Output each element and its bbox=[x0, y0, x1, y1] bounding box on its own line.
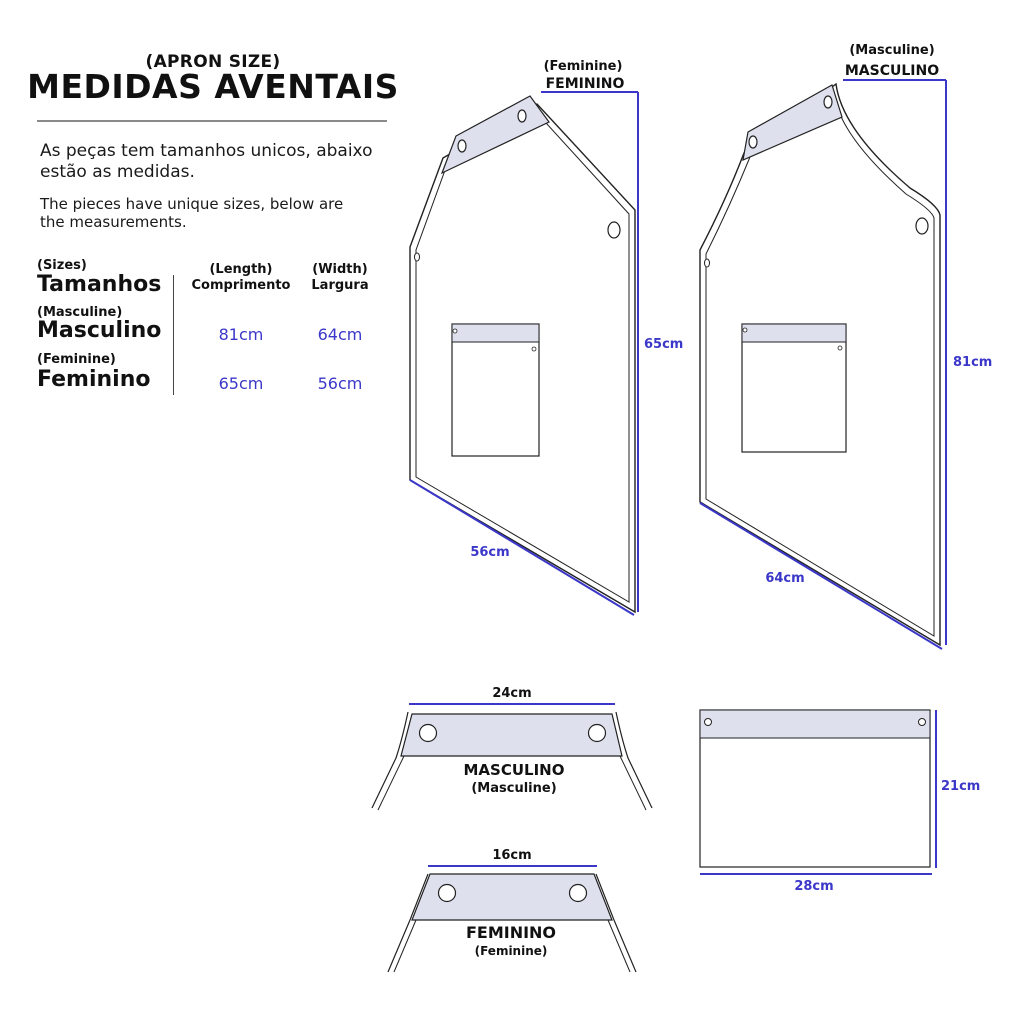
feminine-pocket bbox=[452, 324, 539, 456]
masculine-strap-detail bbox=[372, 686, 652, 810]
pocket-detail-band bbox=[700, 710, 930, 738]
row-feminine-width: 56cm bbox=[317, 374, 363, 393]
masculine-detail-eyelet-left bbox=[420, 725, 437, 742]
width-header-portuguese: Largura bbox=[311, 278, 369, 293]
feminine-apron-label: FEMININO bbox=[545, 76, 625, 92]
length-header-portuguese: Comprimento bbox=[191, 278, 291, 293]
length-header-english: (Length) bbox=[209, 262, 273, 277]
row-feminine-label-english: (Feminine) bbox=[37, 352, 116, 367]
feminine-strap-detail-left-edge bbox=[388, 874, 428, 972]
feminine-pocket-band bbox=[452, 324, 539, 342]
masculine-side-eyelet-right bbox=[916, 218, 928, 234]
masculine-pocket-eyelet-left bbox=[743, 328, 747, 332]
masculine-strap-label-english: (Masculine) bbox=[471, 781, 557, 796]
feminine-strap-detail-left-inner bbox=[394, 920, 416, 972]
feminine-detail-eyelet-left bbox=[439, 885, 456, 902]
feminine-detail-eyelet-right bbox=[570, 885, 587, 902]
feminine-pocket-eyelet-left bbox=[453, 329, 457, 333]
feminine-strap-width-label: 16cm bbox=[492, 848, 532, 863]
masculine-apron-label: MASCULINO bbox=[844, 63, 940, 79]
masculine-strap-width-label: 24cm bbox=[492, 686, 532, 701]
row-feminine-label: Feminino bbox=[37, 367, 151, 392]
pocket-height-label: 21cm bbox=[941, 779, 981, 794]
feminine-width-label: 56cm bbox=[470, 545, 510, 560]
masculine-apron-label-english: (Masculine) bbox=[849, 43, 935, 58]
pocket-detail-eyelet-left bbox=[705, 719, 712, 726]
feminine-strap-detail-right-edge bbox=[596, 874, 636, 972]
pocket-detail-eyelet-right bbox=[919, 719, 926, 726]
feminine-side-eyelet-left bbox=[415, 253, 420, 261]
masculine-pocket bbox=[742, 324, 846, 452]
sizes-label-english: (Sizes) bbox=[37, 258, 87, 273]
feminine-strap-label: FEMININO bbox=[465, 923, 557, 942]
page-title: MEDIDAS AVENTAIS bbox=[27, 67, 399, 106]
header-subtitle: (APRON SIZE) bbox=[145, 52, 281, 72]
masculine-height-label: 81cm bbox=[953, 355, 993, 370]
feminine-strap-label-english: (Feminine) bbox=[474, 944, 548, 958]
feminine-strap-detail bbox=[388, 848, 636, 972]
masculine-strap-eyelet-right bbox=[824, 96, 832, 108]
masculine-apron-drawing bbox=[700, 43, 992, 649]
row-masculine-label-english: (Masculine) bbox=[37, 305, 123, 320]
feminine-strap-eyelet-left bbox=[458, 140, 466, 152]
feminine-pocket-eyelet-right bbox=[532, 347, 536, 351]
masculine-strap-detail-left-inner bbox=[378, 756, 404, 810]
row-masculine-label: Masculino bbox=[37, 318, 162, 343]
row-masculine-width: 64cm bbox=[317, 325, 363, 344]
row-masculine-length: 81cm bbox=[218, 325, 264, 344]
intro-text-portuguese: As peças tem tamanhos unicos, abaixo estão as medidas. bbox=[40, 141, 373, 182]
pocket-width-label: 28cm bbox=[794, 879, 834, 894]
feminine-apron-drawing bbox=[410, 59, 683, 615]
sizes-label: Tamanhos bbox=[37, 272, 162, 297]
intro-text-english: The pieces have unique sizes, below are the measurements. bbox=[40, 195, 344, 231]
masculine-strap-detail-right-inner bbox=[620, 756, 646, 810]
masculine-width-label: 64cm bbox=[765, 571, 805, 586]
masculine-side-eyelet-left bbox=[705, 259, 710, 267]
feminine-strap-detail-right-inner bbox=[608, 920, 630, 972]
masculine-strap-eyelet-left bbox=[749, 136, 757, 148]
masculine-strap-label: MASCULINO bbox=[463, 761, 565, 779]
feminine-apron-label-english: (Feminine) bbox=[543, 59, 623, 74]
width-header-english: (Width) bbox=[312, 262, 368, 277]
masculine-pocket-band bbox=[742, 324, 846, 342]
feminine-side-eyelet-right bbox=[608, 222, 620, 238]
pocket-detail bbox=[700, 710, 980, 894]
masculine-pocket-eyelet-right bbox=[838, 346, 842, 350]
feminine-strap-eyelet-right bbox=[518, 110, 526, 122]
feminine-height-label: 65cm bbox=[644, 337, 684, 352]
row-feminine-length: 65cm bbox=[218, 374, 264, 393]
masculine-detail-eyelet-right bbox=[589, 725, 606, 742]
